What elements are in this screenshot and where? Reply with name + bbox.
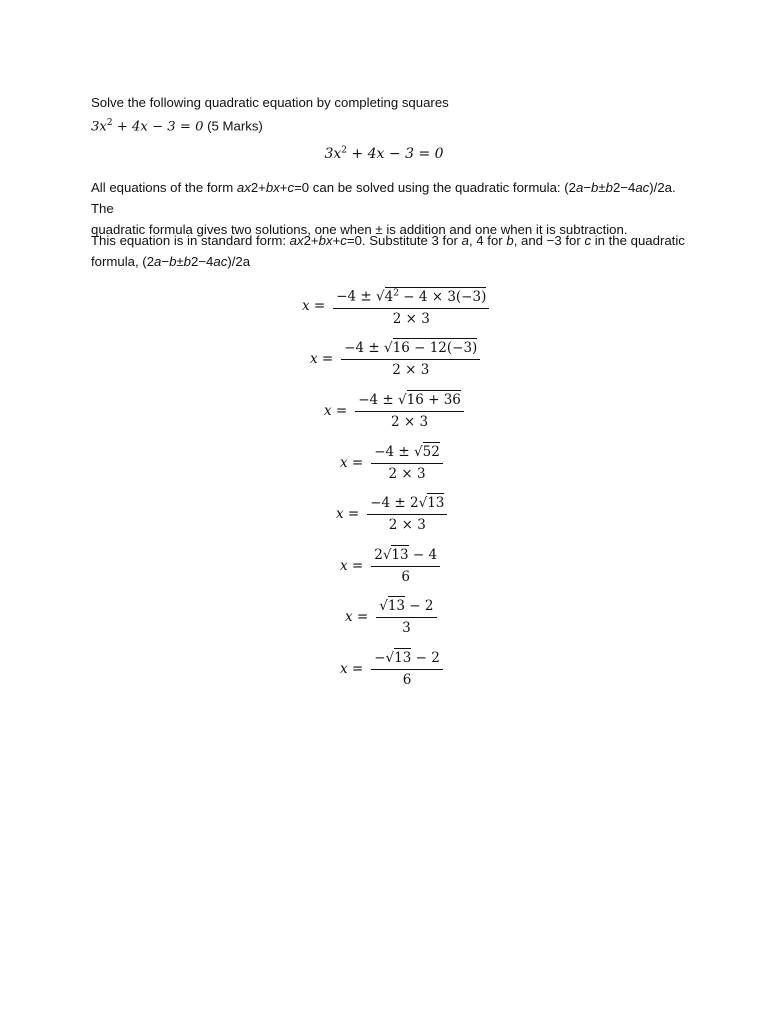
numerator-suffix: − 4 <box>408 547 438 563</box>
problem-equation <box>91 113 691 137</box>
fraction <box>367 494 447 534</box>
p1-var: a <box>575 180 584 195</box>
problem-instruction <box>91 92 691 113</box>
radicand <box>388 596 405 614</box>
p1-text: All equations of the form <box>91 180 237 195</box>
equation-step <box>0 389 768 433</box>
radicand <box>393 338 478 356</box>
p1-text: )/2a. The <box>91 180 676 216</box>
fraction-numerator <box>371 649 443 670</box>
p1-text: − <box>583 180 592 195</box>
centered-equation <box>0 145 768 162</box>
marks-label: (5 Marks) <box>203 118 263 134</box>
radicand <box>385 287 487 305</box>
p2-var: bx <box>318 233 333 248</box>
p1-text: 2+ <box>250 180 266 195</box>
fraction <box>355 391 464 431</box>
square-root-icon: √ <box>382 547 392 563</box>
p2-text: formula, (2 <box>91 254 155 269</box>
equation-lhs: x = <box>340 455 364 471</box>
fraction <box>371 649 443 689</box>
p2-text: + <box>332 233 341 248</box>
p2-text: , 4 for <box>468 233 507 248</box>
p2-var: ax <box>289 233 304 248</box>
p2-text: ± <box>176 254 184 269</box>
fraction-denominator: 2 × 3 <box>391 414 429 430</box>
paragraph2-line2 <box>91 251 691 272</box>
fraction-numerator <box>355 391 464 412</box>
equation-lhs: x = <box>340 558 364 574</box>
p2-text: , and −3 for <box>513 233 585 248</box>
square-root-icon: √ <box>414 444 423 460</box>
p2-text: =0. Substitute 3 for <box>346 233 462 248</box>
equation-step-content <box>310 337 480 381</box>
equation-exponent: 2 <box>106 118 113 128</box>
numerator-prefix: −4 ± <box>336 288 377 305</box>
instruction-text: Solve the following quadratic equation by completing squares <box>91 95 449 110</box>
square-root-icon: √ <box>398 392 407 408</box>
fraction <box>376 597 436 637</box>
equation-step <box>0 441 768 485</box>
p2-text: − <box>161 254 170 269</box>
fraction-denominator: 3 <box>402 620 411 636</box>
fraction-numerator <box>333 284 489 309</box>
radicand-value: 16 − 12(−3) <box>392 340 478 356</box>
p1-text: 2−4 <box>612 180 636 195</box>
radicand-value: 13 <box>391 547 409 563</box>
paragraph1-line1 <box>91 177 691 219</box>
fraction-numerator <box>341 339 480 360</box>
p1-var: b <box>591 180 599 195</box>
square-root-icon: √ <box>384 340 393 356</box>
numerator-prefix: − <box>374 650 386 666</box>
p2-var: c <box>340 233 347 248</box>
p2-text: This equation is in standard form: <box>91 233 290 248</box>
numerator-prefix: −4 ± <box>374 444 415 460</box>
equation-lhs: x = <box>345 609 369 625</box>
equation-lhs: x = <box>340 661 364 677</box>
fraction-denominator: 2 × 3 <box>388 466 426 482</box>
square-root-icon: √ <box>376 288 385 305</box>
p2-var: a <box>461 233 469 248</box>
fraction <box>371 443 443 483</box>
equation-step-content <box>340 441 443 485</box>
radicand-value: 13 <box>387 598 406 614</box>
p2-var: b <box>169 254 177 269</box>
p1-var: ax <box>236 180 251 195</box>
fraction <box>333 284 489 328</box>
equation-step-content <box>302 284 489 328</box>
numerator-prefix: −4 ± <box>358 392 399 408</box>
p1-text: ± <box>598 180 606 195</box>
equation-step <box>0 492 768 536</box>
equation-step-content <box>345 595 437 639</box>
centered-eq-part2: + 4x − 3 = 0 <box>347 146 444 162</box>
radicand-rest: − 4 × 3(−3) <box>398 288 487 305</box>
equation-step-content <box>324 389 464 433</box>
fraction-denominator: 2 × 3 <box>392 362 430 378</box>
p2-text: 2+ <box>303 233 319 248</box>
fraction-denominator: 6 <box>402 672 412 688</box>
equation-term-3x: 3x <box>91 119 107 135</box>
radicand <box>423 442 440 460</box>
equation-step <box>0 544 768 588</box>
equation-lhs: x = <box>336 506 360 522</box>
p2-var: b <box>183 254 192 269</box>
radicand-value: 13 <box>427 495 445 511</box>
radicand-value: 4 <box>384 288 394 305</box>
paragraph1-line2: quadratic formula gives two solutions, one when ± is addition and one when it is subtraction. <box>91 222 628 237</box>
numerator-suffix: − 2 <box>405 598 434 614</box>
equation-step-content <box>340 544 440 588</box>
radicand <box>391 545 408 563</box>
numerator-prefix: −4 ± 2 <box>370 495 419 511</box>
p2-var: c <box>584 233 592 248</box>
fraction-numerator <box>367 494 447 515</box>
p2-var: a <box>154 254 162 269</box>
p1-text: =0 can be solved using the quadratic formula: (2 <box>294 180 576 195</box>
paragraph-standard-form <box>91 230 691 272</box>
equation-step <box>0 284 768 328</box>
radicand-value: 16 + 36 <box>406 392 461 408</box>
equation-step-content <box>336 492 447 536</box>
equation-lhs: x = <box>310 351 334 367</box>
square-root-icon: √ <box>385 650 395 666</box>
radicand-value: 52 <box>422 444 440 460</box>
fraction-numerator <box>371 443 443 464</box>
centered-eq-part1: 3x <box>324 146 342 162</box>
p2-var: b <box>506 233 514 248</box>
centered-eq-exponent: 2 <box>341 145 348 156</box>
fraction-denominator: 2 × 3 <box>388 517 426 533</box>
square-root-icon: √ <box>379 598 388 614</box>
p1-var: bx <box>265 180 280 195</box>
fraction <box>371 546 440 586</box>
p1-text: + <box>279 180 288 195</box>
fraction-denominator: 6 <box>401 569 410 585</box>
p2-text: )/2a <box>227 254 251 269</box>
numerator-prefix: 2 <box>374 547 383 563</box>
equation-rest: + 4x − 3 = 0 <box>112 119 204 135</box>
p1-var: b <box>605 180 613 195</box>
radicand <box>427 493 444 511</box>
square-root-icon: √ <box>418 495 428 511</box>
radicand <box>407 390 461 408</box>
radicand <box>394 648 411 666</box>
equation-step-content <box>340 647 443 691</box>
equation-step <box>0 337 768 381</box>
paragraph2-line1 <box>91 230 691 251</box>
fraction <box>341 339 480 379</box>
p2-text: 2−4 <box>191 254 214 269</box>
p2-text: in the quadratic <box>591 233 685 248</box>
equation-lhs: x = <box>324 403 348 419</box>
fraction-denominator: 2 × 3 <box>392 310 430 327</box>
equation-lhs: x = <box>302 298 326 314</box>
radicand-exponent: 2 <box>393 288 399 299</box>
p1-var: ac <box>635 180 650 195</box>
numerator-prefix: −4 ± <box>344 340 385 356</box>
equation-step <box>0 595 768 639</box>
fraction-numerator <box>371 546 440 567</box>
fraction-numerator <box>376 597 436 618</box>
numerator-suffix: − 2 <box>411 650 440 666</box>
p1-var: c <box>287 180 295 195</box>
p2-var: ac <box>213 254 228 269</box>
equation-step <box>0 647 768 691</box>
radicand-value: 13 <box>394 650 412 666</box>
